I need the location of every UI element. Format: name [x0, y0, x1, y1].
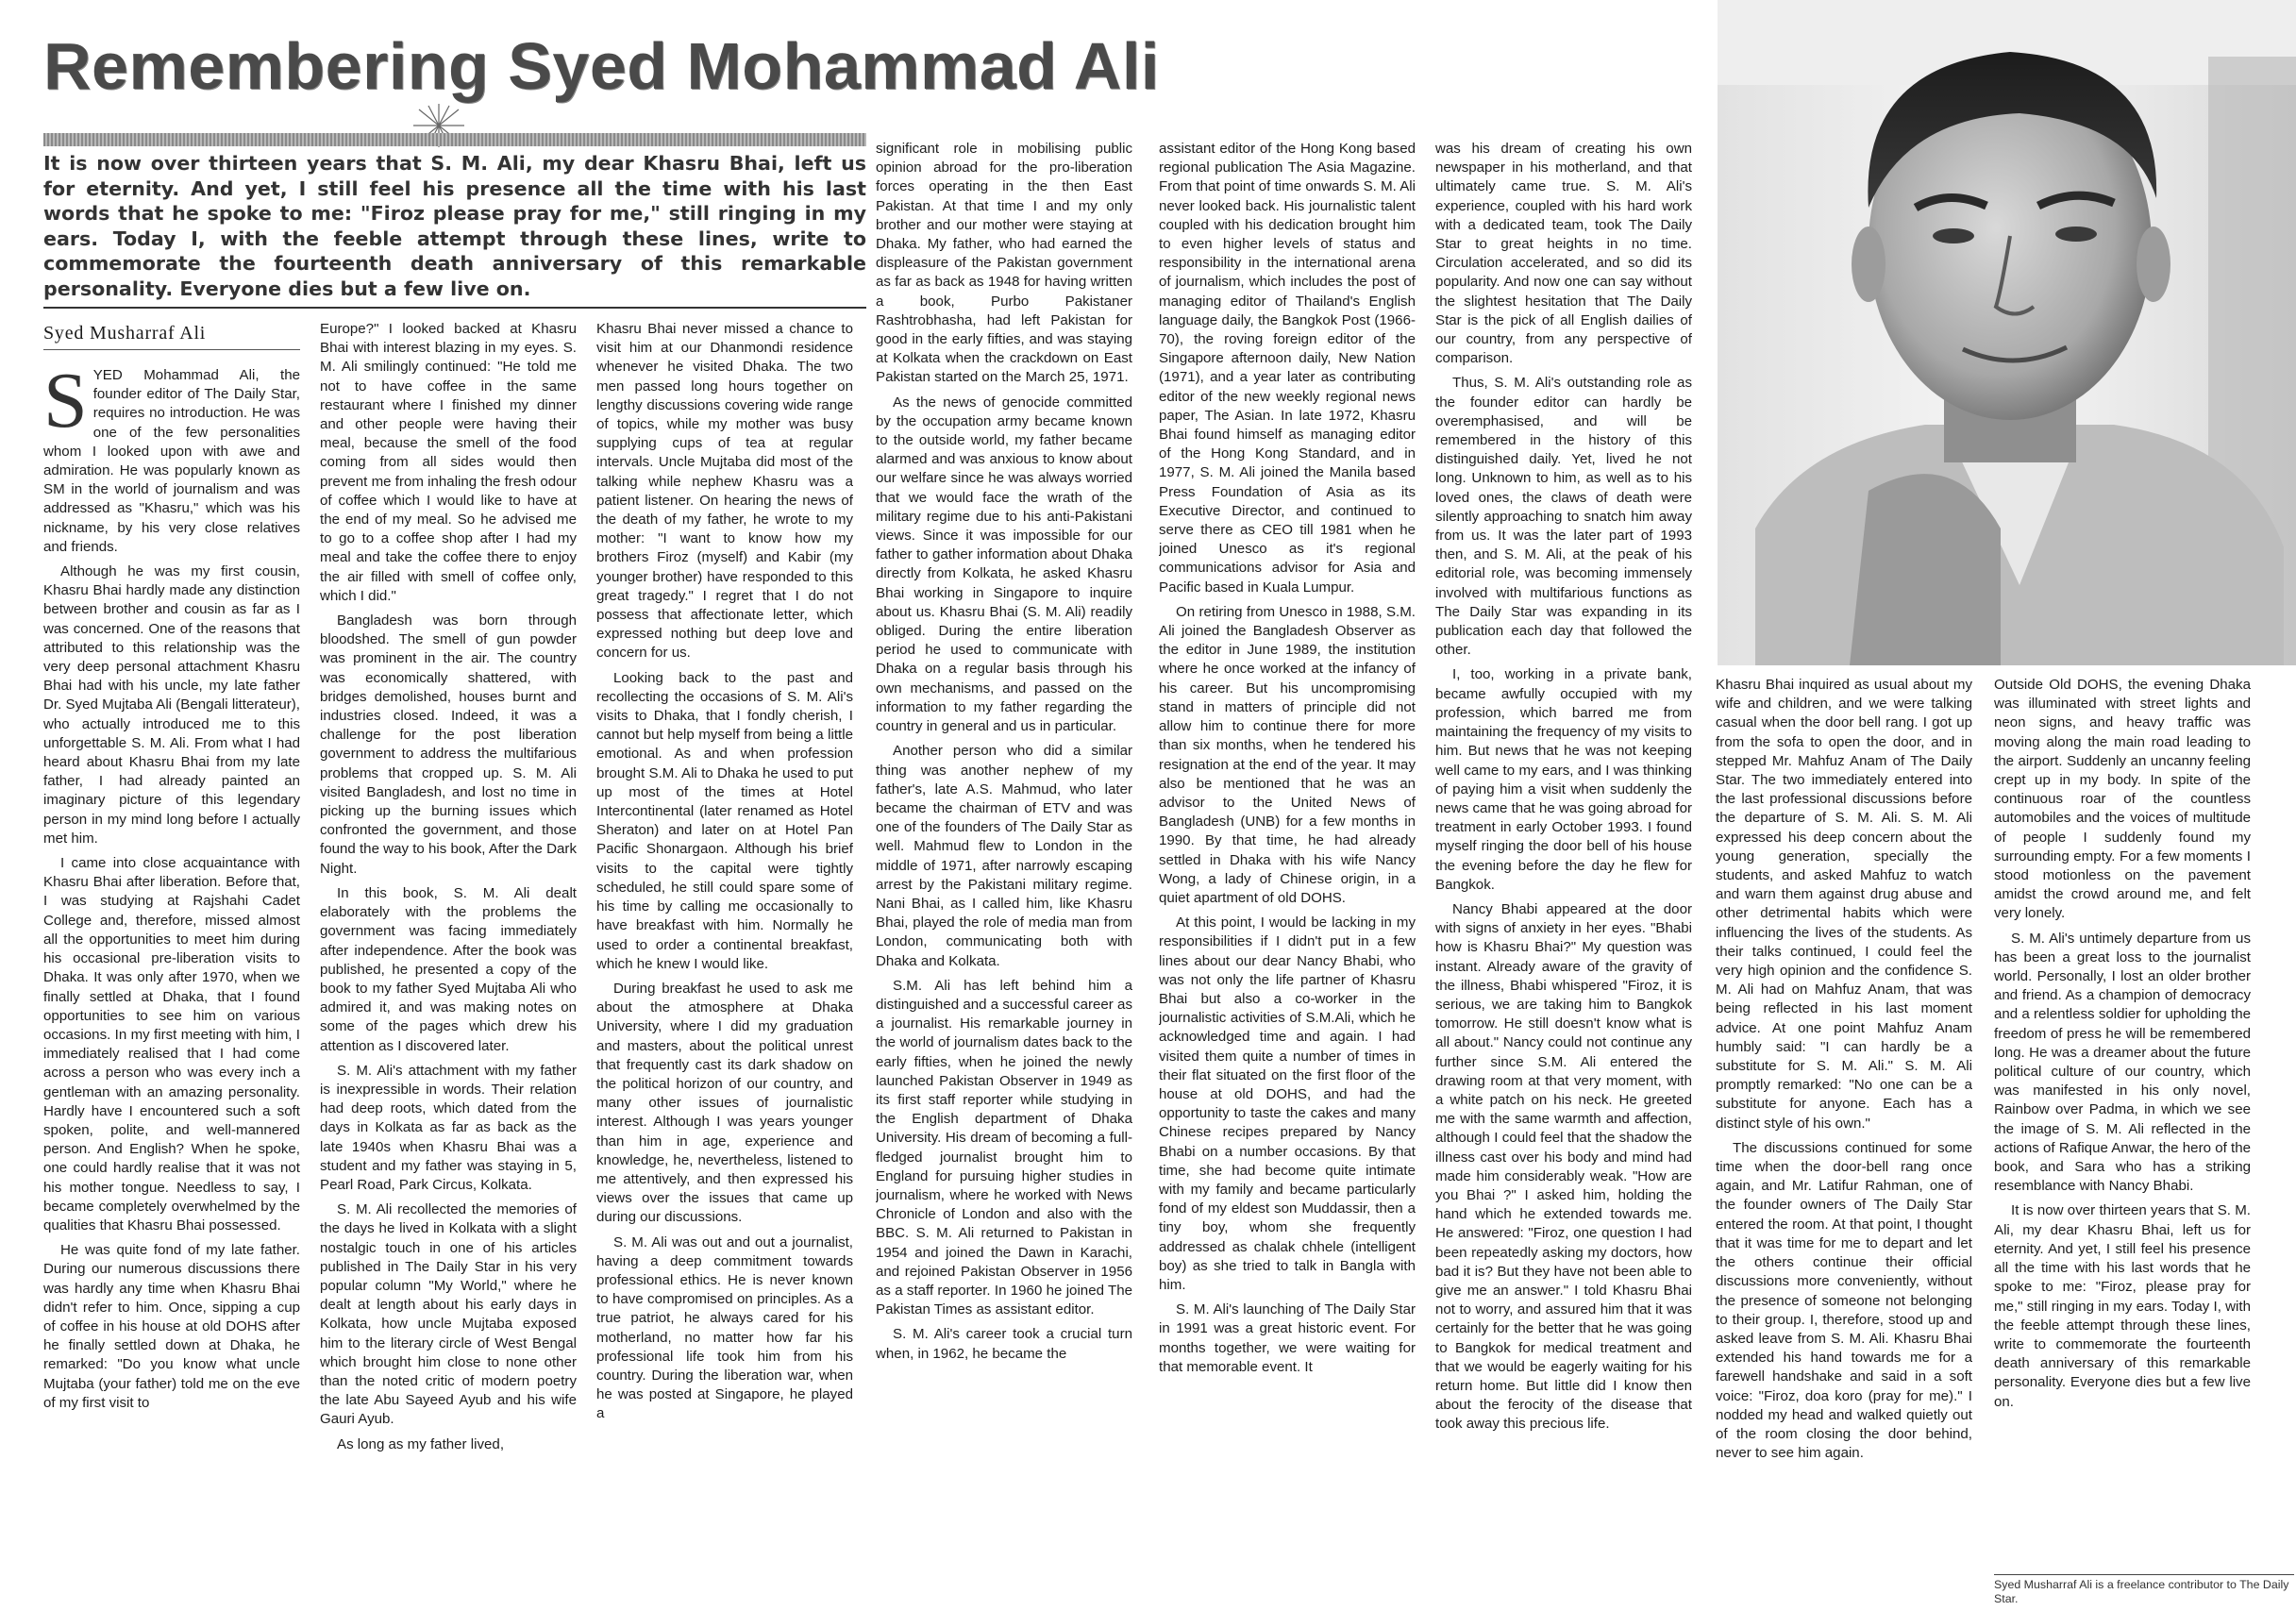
paragraph: I, too, working in a private bank, became awfully occupied with my profession, which barred me from maintaining the frequency of my visits to him. But news that he was not keeping well came to my ears, and I was thinking of paying him a visit when suddenly the news came that he was going abroad for treatment in early October 1993. I found myself ringing the door bell of his house the evening before the day he flew for Bangkok.	[1435, 666, 1692, 893]
paragraph: Although he was my first cousin, Khasru Bhai hardly made any distinction between brother and cousin as far as I was concerned. One of the reasons that attributed to this relationship was the very deep personal attachment Khasru Bhai had with his uncle, my late father Dr. Syed Mujtaba Ali (Bengali litterateur), who actually introduced me to this unforgettable S. M. Ali. From what I had heard about Khasru Bhai from my late father, I had already painted an imaginary picture of this legendary person in my mind long before I actually met him.	[43, 563, 300, 847]
paragraph: I came into close acquaintance with Khasru Bhai after liberation. Before that, I was studying at Rajshahi Cadet College and, therefore, missed almost all the opportunities to meet him during his occasional pre-liberation visits to Dhaka. It was only after 1970, when we finally settled at Dhaka, that I found opportunities to see him on various occasions. In my first meeting with him, I immediately realised that I had come across a person who was every inch a gentleman with an amazing personality. Hardly have I encountered such a soft spoken, polite, and well-mannered person. And English? When he spoke, one could hardly realise that it was not his mother tongue. Needless to say, I became completely overwhelmed by the qualities that Khasru Bhai possessed.	[43, 855, 300, 1233]
paragraph: S. M. Ali's attachment with my father is inexpressible in words. Their relation had deep roots, which dated from the days in Kolkata as far as back as the late 1940s when Khasru Bhai was a student and my father was staying in 5, Pearl Road, Park Circus, Kolkata.	[320, 1062, 577, 1193]
paragraph: Outside Old DOHS, the evening Dhaka was illuminated with street lights and neon signs, and heavy traffic was moving along the main road leading to the airport. Suddenly an uncanny feeling crept up in my body. In spite of the continuous roar of the countless automobiles and the voices of multitude of people I suddenly found my surrounding empty. For a few moments I stood motionless on the pavement amidst the crowd around me, and felt very lonely.	[1994, 677, 2251, 922]
paragraph: It is now over thirteen years that S. M. Ali, my dear Khasru Bhai, left us for eternity. And yet, I still feel his presence all the time with his last words that he spoke to me: "Firoz, please pray for me," still ringing in my ears. Today I, with the feeble attempt through these lines, write to commemorate the fourteenth death anniversary of this remarkable personality. Everyone dies but a few live on.	[1994, 1202, 2251, 1410]
paragraph: S. M. Ali's untimely departure from us has been a great loss to the journalist world. Personally, I lost an older brother and friend. As a champion of democracy and a relentless soldier for upholding the freedom of press he will be remembered long. He was a dreamer about the future political culture of our country, which was manifested in his only novel, Rainbow over Padma, in which we see the image of S. M. Ali reflected in the actions of Rafique Anwar, the hero of the book, and Sara who has a striking resemblance with Nancy Bhabi.	[1994, 930, 2251, 1195]
paragraph: S. M. Ali's career took a crucial turn when, in 1962, he became the	[876, 1326, 1132, 1362]
paragraph: He was quite fond of my late father. During our numerous discussions there was hardly any time when Khasru Bhai didn't refer to him. Once, sipping a cup of coffee in his house at old DOHS after he finally settled down at Dhaka, he remarked: "Do you know what uncle Mujtaba (your father) told me on the eve of my first visit to	[43, 1242, 300, 1411]
intro-standfirst: It is now over thirteen years that S. M. Ali, my dear Khasru Bhai, left us for eternity. And yet, I still feel his presence all the time with his last words that he spoke to me: "Firoz please pray for me," still ringing in my ears. Today I, with the feeble attempt through these lines, write to commemorate the fourteenth death anniversary of this remarkable personality. Everyone dies but a few live on.	[43, 152, 866, 300]
paragraph: assistant editor of the Hong Kong based regional publication The Asia Magazine. From that point of time onwards S. M. Ali never looked back. His journalistic talent coupled with his dedication brought him to even higher levels of status and responsibility in the international arena of journalism, which includes the post of managing editor of Thailand's English language daily, the Bangkok Post (1966-70), the roving foreign editor of the Singapore afternoon daily, New Nation (1971), and a year later as contributing editor of the new weekly regional news paper, The Asian. In late 1972, Khasru Bhai found himself as managing editor of the Hong Kong Standard, and in 1977, S. M. Ali joined the Manila based Press Foundation of Asia as its Executive Director, and continued to serve there as CEO till 1981 when he joined Unesco as it's regional communications advisor for Asia and Pacific based in Kuala Lumpur.	[1159, 141, 1416, 596]
paragraph: The discussions continued for some time when the door-bell rang once again, and Mr. Latifur Rahman, one of the founder owners of The Daily Star entered the room. At that point, I thought that it was time for me to depart and let the others continue their official discussions more conveniently, without the presence of someone not belonging to their group. I, therefore, stood up and asked leave from S. M. Ali. Khasru Bhai extended his hand towards me for a farewell handshake and said in a soft voice: "Firoz, doa koro (pray for me)." I nodded my head and walked quietly out of the room closing the door behind, never to see him again.	[1716, 1139, 1972, 1462]
article-column-8	[1994, 676, 2251, 1567]
byline: Syed Musharraf Ali	[43, 321, 300, 350]
paragraph: S.M. Ali has left behind him a distinguished and a successful career as a journalist. His remarkable journey in the world of journalism dates back to the early fifties, when he joined the newly launched Pakistan Observer in 1949 as its first staff reporter while studying in the English department of Dhaka University. His dream of becoming a full-fledged journalist brought him to England for pursuing higher studies in journalism, where he worked with News Chronicle of London and also with the BBC. S. M. Ali returned to Pakistan in 1954 and joined the Dawn in Karachi, and rejoined Pakistan Observer in 1956 as a staff reporter. In 1960 he joined The Pakistan Times as assistant editor.	[876, 977, 1132, 1318]
paragraph: On retiring from Unesco in 1988, S.M. Ali joined the Bangladesh Observer as the editor in June 1989, the institution where he once worked at the infancy of his career. But his uncompromising stand in matters of principle did not allow him to continue there for more than six months, when he tendered his resignation at the end of the year. It may also be mentioned that he was an advisor to the United News of Bangladesh (UNB) for a few months in 1990. By that time, he had already settled in Dhaka with his wife Nancy Wong, a lady of Chinese origin, in a quiet apartment of old DOHS.	[1159, 603, 1416, 906]
article-column-1	[43, 366, 300, 1607]
headline: Remembering Syed Mohammad Ali	[43, 29, 1160, 103]
drop-cap: S	[43, 366, 88, 445]
article-column-6	[1435, 140, 1692, 1607]
intro-underline	[43, 307, 866, 309]
paragraph: S. M. Ali's launching of The Daily Star in 1991 was a great historic event. For months together, we were waiting for that memorable event. It	[1159, 1301, 1416, 1375]
paragraph: Another person who did a similar thing was another nephew of my father's, late A.S. Mahmud, who later became the chairman of ETV and was one of the founders of The Daily Star as well. Mahmud flew to London in the middle of 1971, after narrowly escaping arrest by the Pakistani military regime. Nani Bhai, as I called him, like Khasru Bhai, played the role of media man from London, communicating both with Dhaka and Kolkata.	[876, 743, 1132, 969]
article-column-5	[1159, 140, 1416, 1607]
paragraph: Nancy Bhabi appeared at the door with signs of anxiety in her eyes. "Bhabi how is Khasru Bhai?" My question was instant. Already aware of the gravity of the illness, Bhabi whispered "Firoz, it is serious, we are taking him to Bangkok tomorrow. He still doesn't know what is all about." Nancy could not continue any further since S.M. Ali entered the drawing room at that very moment, with a white patch on his neck. He greeted me with the same warmth and affection, although I could feel that the shadow the illness cast over his body and mind had made him considerably weak. "How are you Bhai ?" I asked him, holding the hand which he extended towards me. He answered: "Firoz, one question I had been repeatedly asking my doctors, how bad it is? But they have not been able to give me an answer." I told Khasru Bhai not to worry, and assured him that it was certainly for the better that he was going to Bangkok for medical treatment and that we would be eagerly waiting for his return home. But little did I know then about the ferocity of the disease that took away this precious life.	[1435, 900, 1692, 1433]
author-credit: Syed Musharraf Ali is a freelance contributor to The Daily Star.	[1994, 1578, 2289, 1605]
paragraph: During breakfast he used to ask me about the atmosphere at Dhaka University, where I did my graduation and masters, about the political unrest that frequently cast its dark shadow on the political horizon of our country, and many other issues of journalistic interest. Although I was years younger than him in age, experience and knowledge, he, nevertheless, listened to me attentively, and then expressed his views over the issues that came up during our discussions.	[596, 980, 853, 1226]
paragraph: Looking back to the past and recollecting the occasions of S. M. Ali's visits to Dhaka, that I fondly cherish, I cannot but help myself from being a little emotional. As and when profession brought S.M. Ali to Dhaka he used to put up most of the times at Hotel Intercontinental (later renamed as Hotel Sheraton) and later on at Hotel Pan Pacific Shonargaon. Although his brief visits to the capital were tightly scheduled, he still could spare some of his time by calling me occasionally to have breakfast with him. Normally he used to order a continental breakfast, which he knew I would like.	[596, 669, 853, 972]
paragraph: SYED Mohammad Ali, the founder editor of The Daily Star, requires no introduction. He was one of the few personalities whom I looked upon with awe and admiration. He was popularly known as SM in the world of journalism and was addressed as "Khasru," which was his nickname, by his very close relatives and friends.	[43, 366, 300, 555]
paragraph: Khasru Bhai inquired as usual about my wife and children, and we were talking casual when the door bell rang. I got up from the sofa to open the door, and in stepped Mr. Mahfuz Anam of The Daily Star. The two immediately entered into the last professional discussions before the departure of S. M. Ali. S. M. Ali expressed his deep concern about the young generation, specially the students, and asked Mahfuz to watch and warn them against drug abuse and other detrimental habits which were influencing the lives of the students. As their talks continued, I could feel the very high opinion and the confidence S. M. Ali had on Mahfuz Anam, that was being reflected in his last moment advice. At one point Mahfuz Anam humbly said: "I can hardly be a substitute for S. M. Ali." S. M. Ali promptly remarked: "No one can be a substitute for anyone. Each has a distinct style of his own."	[1716, 677, 1972, 1132]
paragraph: At this point, I would be lacking in my responsibilities if I didn't put in a few lines about our dear Nancy Bhabi, who was not only the life partner of Khasru Bhai but also a co-worker in the journalistic activities of S.M.Ali, which he acknowledged time and again. I had visited them quite a number of times in their flat situated on the first floor of the house at old DOHS, and had the opportunity to taste the cakes and many Chinese recipes prepared by Nancy Bhabi on a number occasions. By that time, she had become quite intimate with my family and became particularly fond of my eldest son Muddassir, then a tiny boy, whom she frequently addressed as chalak chhele (intelligent boy) as she tried to talk in Bangla with him.	[1159, 915, 1416, 1293]
paragraph: As the news of genocide committed by the occupation army became known to the outside world, my father became alarmed and was anxious to know about our welfare since he was always worried that we would face the wrath of the military regime due to his anti-Pakistani views. Since it was impossible for our father to gather information about Dhaka directly from Kolkata, he asked Khasru Bhai working in Singapore to inquire about us. Khasru Bhai (S. M. Ali) readily obliged. During the entire liberation period he used to communicate with Dhaka on a regular basis through his own mechanisms, and passed on the information to my father regarding the country in general and us in particular.	[876, 394, 1132, 735]
paragraph: As long as my father lived,	[337, 1435, 505, 1452]
paragraph: was his dream of creating his own newspaper in his motherland, and that ultimately came true. S. M. Ali's experience, coupled with his hard work with a dedicated team, took The Daily Star to great heights in no time. Circulation accelerated, and so did its popularity. And now one can say without the slightest hesitation that The Daily Star is the pick of all English dailies of our country, from any perspective of comparison.	[1435, 141, 1692, 367]
paragraph: S. M. Ali recollected the memories of the days he lived in Kolkata with a slight nostalgic touch in one of his articles published in The Daily Star in his very popular column "My World," where he dealt at length about his early days in Kolkata, how uncle Mujtaba exposed him to the literary circle of West Bengal which brought him close to none other than the noted critic of modern poetry the late Abu Sayeed Ayub and his wife Gauri Ayub.	[320, 1201, 577, 1428]
credit-rule	[1994, 1574, 2294, 1575]
portrait-photo	[1718, 0, 2296, 665]
paragraph: Thus, S. M. Ali's outstanding role as the founder editor can hardly be overemphasised, and will be remembered in the history of this distinguished daily. Yet, lived he not long. Unknown to him, as well as to his loved ones, the claws of death were silently approaching to snatch him away from us. It was the later part of 1993 then, and S. M. Ali, at the peak of his editorial role, was becoming immensely involved with multifarious functions as The Daily Star was expanding in its publication each day that followed the other.	[1435, 375, 1692, 659]
paragraph: significant role in mobilising public opinion abroad for the pro-liberation forces operating in the then East Pakistan. At that time I and my only brother and our mother were staying at Dhaka. My father, who had earned the displeasure of the Pakistan government as far as back as 1948 for having written a book, Purbo Pakistaner Rashtrobhasha, had left Pakistan for good in the early fifties, and was staying at Kolkata when the crackdown on East Pakistan started on the March 25, 1971.	[876, 141, 1132, 386]
article-column-4	[876, 140, 1132, 1607]
intro-rule	[43, 133, 866, 146]
paragraph: Khasru Bhai never missed a chance to visit him at our Dhanmondi residence whenever he visited Dhaka. The two men passed long hours together on lengthy discussions covering wide range of topics, while my mother was busy supplying cups of tea at regular intervals. Uncle Mujtaba did most of the talking while nephew Khasru was a patient listener. On hearing the news of the death of my father, he wrote to my mother: "I want to know how my brothers Firoz (myself) and Kabir (my younger brother) have responded to this great tragedy." I regret that I do not possess that affectionate letter, which expressed nothing but deep love and concern for us.	[596, 321, 853, 662]
paragraph: Europe?" I looked backed at Khasru Bhai with interest blazing in my eyes. S. M. Ali smilingly continued: "He told me not to have coffee in the same restaurant where I finished my dinner and other people were having their meal, because the smell of the food coming from all sides would then prevent me from inhaling the fresh odour of coffee which I would like to have at the end of my meal. So he advised me to go to a coffee shop after I had my meal and take the coffee there to enjoy the air filled with smell of coffee only, which I did."	[320, 321, 577, 604]
paragraph: Bangladesh was born through bloodshed. The smell of gun powder was prominent in the air. The country was economically shattered, with bridges demolished, houses burnt and industries closed. Indeed, it was a challenge for the post liberation government to address the multifarious problems that cropped up. S. M. Ali visited Bangladesh, and lost no time in picking up the burning issues which confronted the government, and those found the way to his book, After the Dark Night.	[320, 613, 577, 877]
paragraph: S. M. Ali was out and out a journalist, having a deep commitment towards professional ethics. He is never known to have compromised on principles. As a true patriot, he always cared for his motherland, no matter how far his professional life took him from his country. During the liberation war, when he was posted at Singapore, he played a	[596, 1233, 853, 1422]
article-column-3	[596, 320, 853, 1607]
article-column-7	[1716, 676, 1972, 1607]
article-column-2	[320, 320, 577, 1607]
paragraph: In this book, S. M. Ali dealt elaborately with the problems the government was facing immediately after independence. After the book was published, he presented a copy of the book to my father Syed Mujtaba Ali who admired it, and was making notes on some of the pages which drew his attention as I discovered later.	[320, 884, 577, 1054]
